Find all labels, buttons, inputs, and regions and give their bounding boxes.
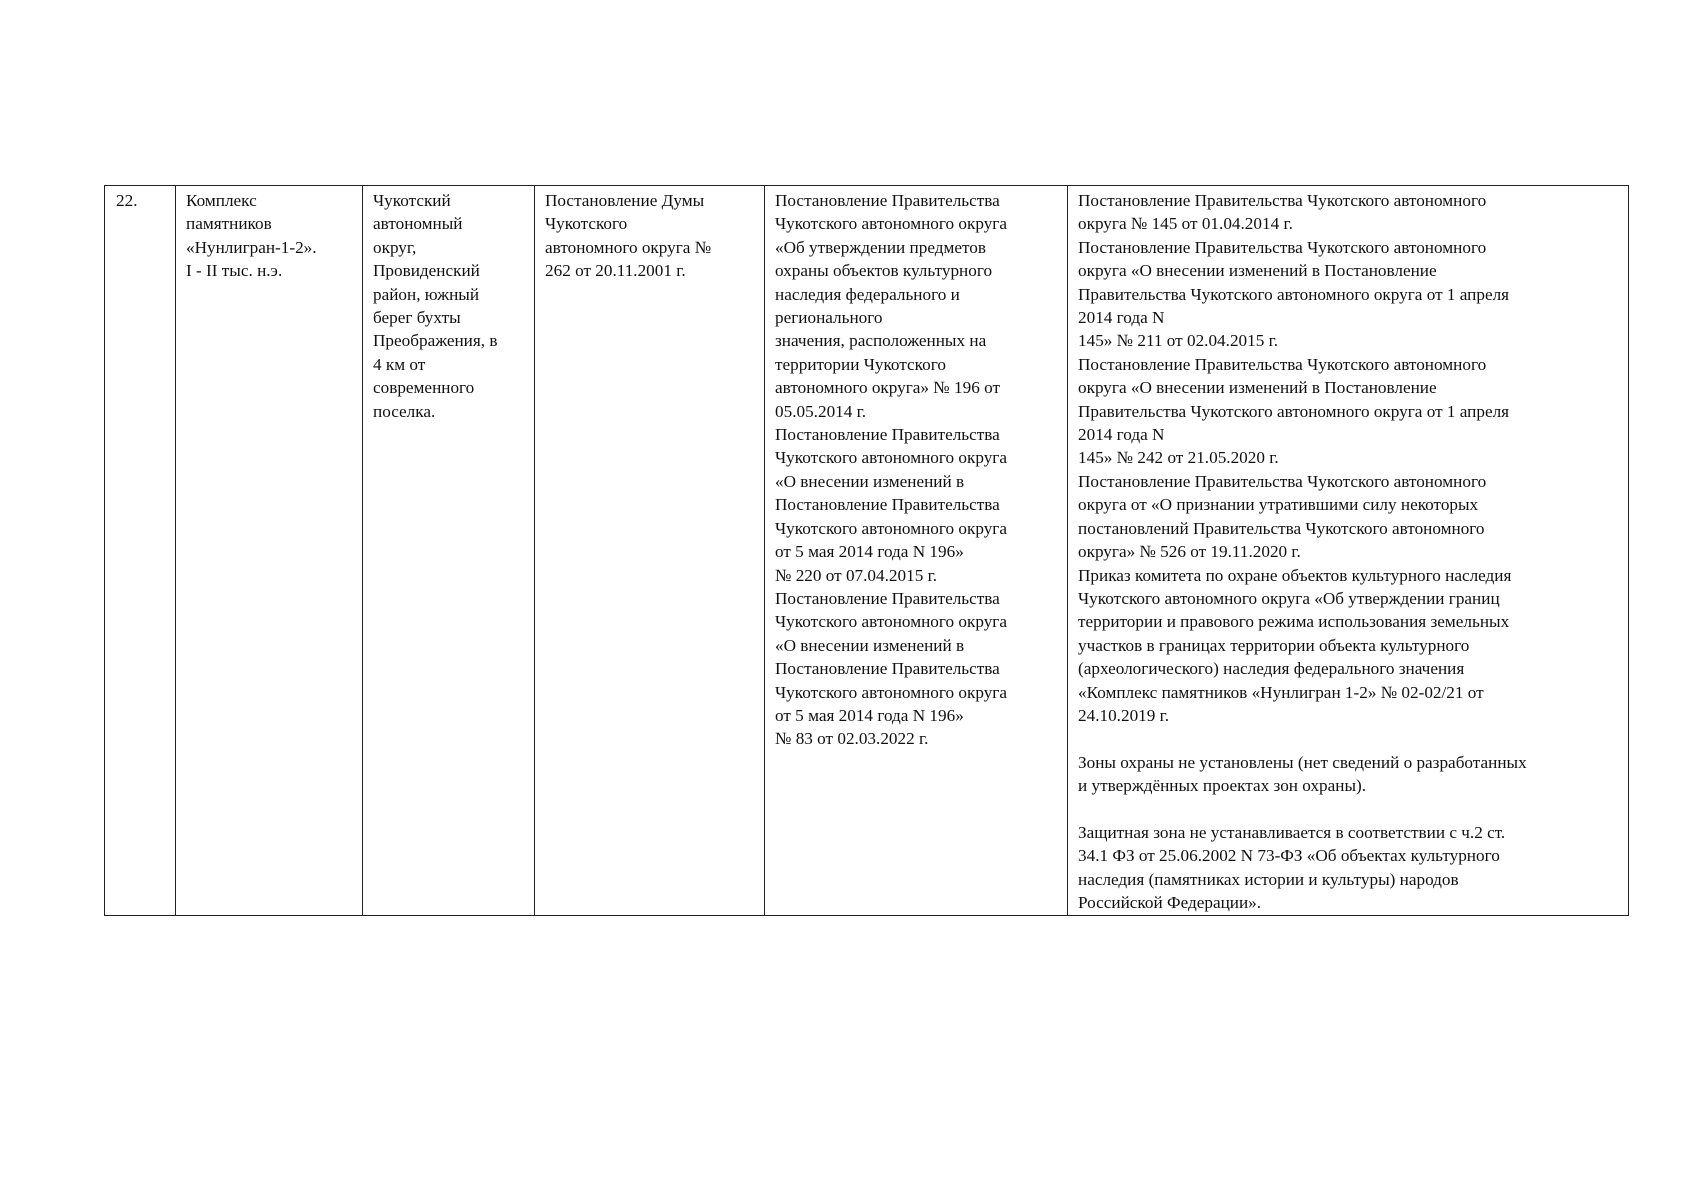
text-line: 4 км от	[373, 354, 426, 374]
text-line: Постановление Правительства	[775, 425, 1000, 445]
table-row	[105, 186, 1629, 916]
text-line: № 220 от 07.04.2015 г.	[775, 565, 937, 585]
text-line: округ,	[373, 237, 417, 257]
text-line: значения, расположенных на	[775, 331, 987, 351]
text-line: Постановление Правительства Чукотского автономного	[1078, 471, 1487, 491]
text-line: Чукотского	[545, 214, 628, 234]
row-number: 22.	[116, 191, 138, 210]
text-line: современного	[373, 378, 475, 398]
object-name-cell	[176, 186, 363, 916]
text-line: «Об утверждении предметов	[775, 237, 986, 257]
text-line: наследия (памятниках истории и культуры) народов	[1078, 869, 1459, 889]
text-line: 262 от 20.11.2001 г.	[545, 261, 686, 281]
text-line: Постановление Думы	[545, 191, 705, 210]
text-line: Зоны охраны не установлены (нет сведений о разработанных	[1078, 752, 1527, 772]
text-line: 24.10.2019 г.	[1078, 705, 1170, 725]
text-line: «О внесении изменений в	[775, 471, 965, 491]
text-line: округа от «О признании утратившими силу некоторых	[1078, 495, 1479, 515]
text-line: Преображения, в	[373, 331, 498, 351]
text-line: Правительства Чукотского автономного округа от 1 апреля	[1078, 401, 1510, 421]
text-line: 145» № 242 от 21.05.2020 г.	[1078, 448, 1279, 468]
text-line: 05.05.2014 г.	[775, 401, 867, 421]
text-line: Провиденский	[373, 261, 480, 281]
text-line: район, южный	[373, 284, 480, 304]
text-line: памятников	[186, 214, 272, 234]
text-line: Постановление Правительства	[775, 588, 1000, 608]
text-line: от 5 мая 2014 года N 196»	[775, 542, 964, 562]
text-line: 34.1 ФЗ от 25.06.2002 N 73-ФЗ «Об объектах культурного	[1078, 846, 1500, 866]
text-line: округа» № 526 от 19.11.2020 г.	[1078, 542, 1301, 562]
text-line: от 5 мая 2014 года N 196»	[775, 705, 964, 725]
text-line: автономный	[373, 214, 463, 234]
text-line: и утверждённых проектах зон охраны).	[1078, 776, 1367, 796]
text-line: I - II тыс. н.э.	[186, 261, 283, 281]
text-line: постановлений Правительства Чукотского автономного	[1078, 518, 1485, 538]
text-line: Чукотского автономного округа	[775, 518, 1007, 538]
location-cell	[363, 186, 535, 916]
text-line: Постановление Правительства	[775, 495, 1000, 515]
text-line: Постановление Правительства	[775, 659, 1000, 679]
text-line: Чукотского автономного округа	[775, 448, 1007, 468]
row-number-cell	[105, 186, 176, 916]
text-line: 2014 года N	[1078, 308, 1165, 328]
document-table	[104, 185, 1629, 916]
text-line: «О внесении изменений в	[775, 635, 965, 655]
text-line: наследия федерального и	[775, 284, 960, 304]
text-line: Постановление Правительства Чукотского автономного	[1078, 237, 1487, 257]
text-line: «Комплекс памятников «Нунлигран 1-2» № 02-02/21 от	[1078, 682, 1484, 702]
text-line: округа «О внесении изменений в Постановление	[1078, 378, 1437, 398]
text-line: Защитная зона не устанавливается в соответствии с ч.2 ст.	[1078, 822, 1506, 842]
government-decrees-cell	[765, 186, 1068, 916]
text-line: «Нунлигран-1-2».	[186, 237, 317, 257]
duma-decree-cell	[535, 186, 765, 916]
text-line: регионального	[775, 308, 883, 328]
text-line: Чукотского автономного округа	[775, 214, 1007, 234]
text-line: Чукотского автономного округа «Об утверждении границ	[1078, 588, 1500, 608]
text-line: поселка.	[373, 401, 436, 421]
text-line: участков в границах территории объекта культурного	[1078, 635, 1470, 655]
text-line: территории Чукотского	[775, 354, 946, 374]
text-line: 145» № 211 от 02.04.2015 г.	[1078, 331, 1279, 351]
text-line: Постановление Правительства Чукотского автономного	[1078, 191, 1487, 210]
text-line: территории и правового режима использования земельных	[1078, 612, 1510, 632]
text-line: Правительства Чукотского автономного округа от 1 апреля	[1078, 284, 1510, 304]
text-line	[1078, 798, 1622, 821]
text-line: Чукотский	[373, 191, 451, 210]
text-line: автономного округа №	[545, 237, 712, 257]
text-line: автономного округа» № 196 от	[775, 378, 1000, 398]
text-line: Чукотского автономного округа	[775, 682, 1007, 702]
text-line: № 83 от 02.03.2022 г.	[775, 729, 929, 749]
text-line: Комплекс	[186, 191, 257, 210]
territory-documents-cell	[1068, 186, 1629, 916]
text-line	[1078, 727, 1622, 750]
text-line: округа № 145 от 01.04.2014 г.	[1078, 214, 1293, 234]
text-line: Постановление Правительства Чукотского автономного	[1078, 354, 1487, 374]
text-line: округа «О внесении изменений в Постановление	[1078, 261, 1437, 281]
text-line: Российской Федерации».	[1078, 893, 1262, 913]
text-line: Постановление Правительства	[775, 191, 1000, 210]
text-line: Чукотского автономного округа	[775, 612, 1007, 632]
text-line: Приказ комитета по охране объектов культурного наследия	[1078, 565, 1512, 585]
text-line: 2014 года N	[1078, 425, 1165, 445]
text-line: (археологического) наследия федерального значения	[1078, 659, 1465, 679]
text-line: охраны объектов культурного	[775, 261, 993, 281]
text-line: берег бухты	[373, 308, 461, 328]
